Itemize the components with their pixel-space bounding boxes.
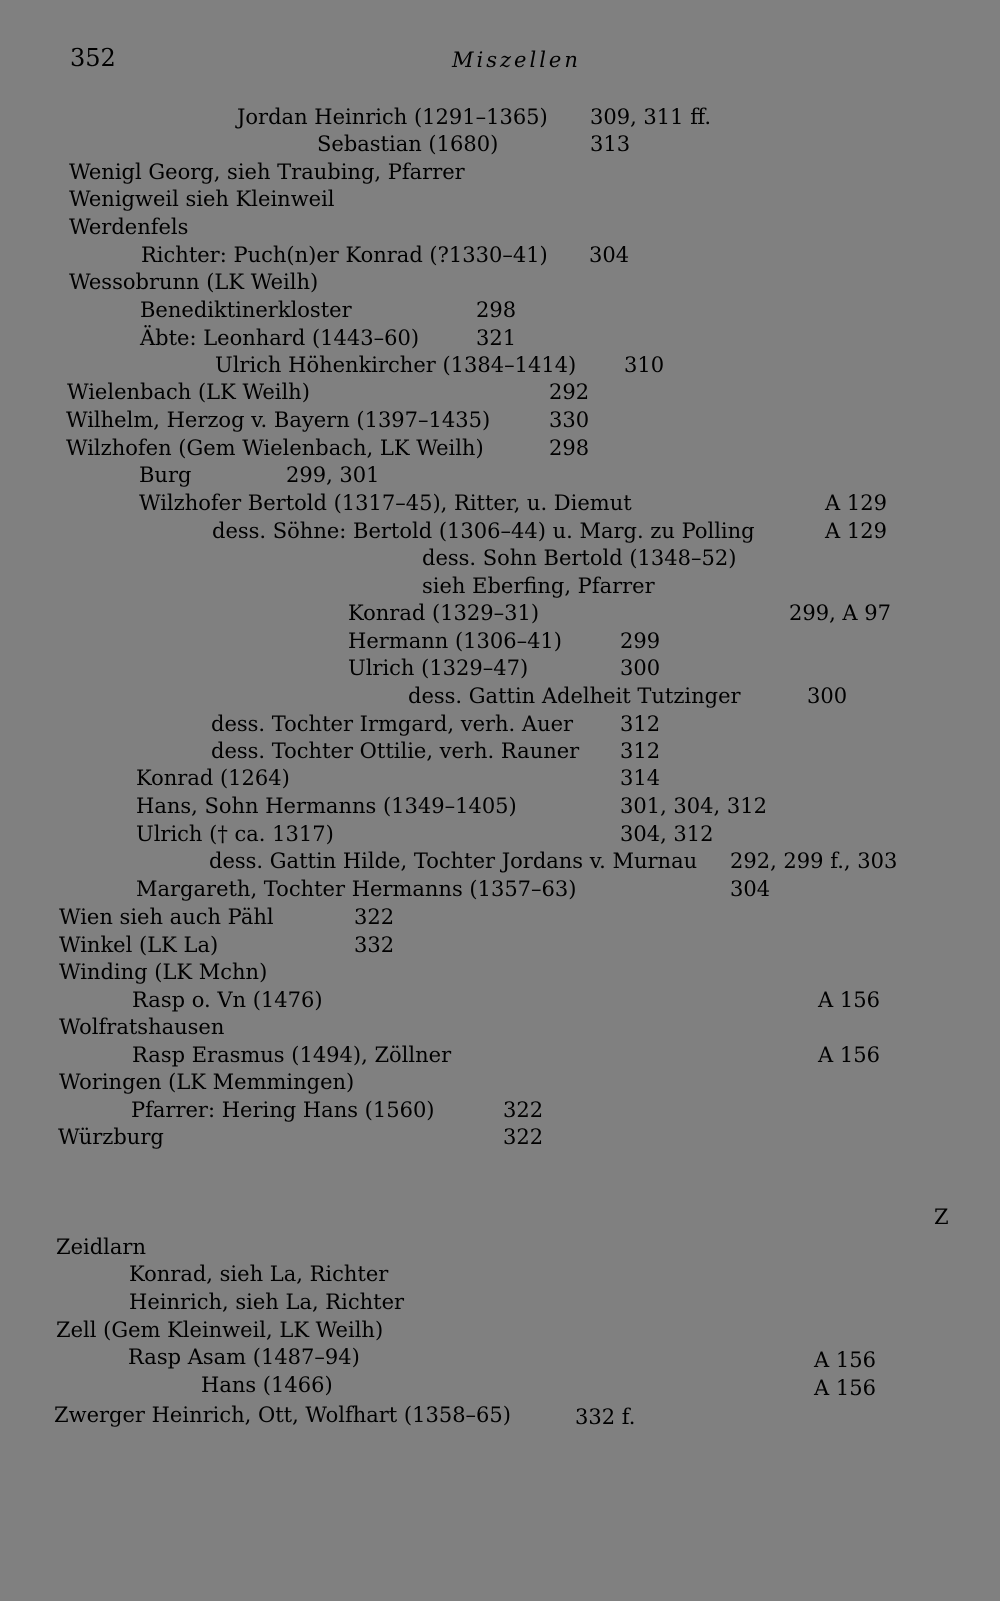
index-entry-text: Margareth, Tochter Hermanns (1357–63): [136, 877, 577, 901]
index-entry-page: A 156: [814, 1376, 876, 1400]
index-entry-page: 332 f.: [575, 1405, 636, 1429]
index-entry-text: Woringen (LK Memmingen): [59, 1070, 355, 1094]
index-entry-page: 304, 312: [620, 822, 714, 846]
index-entry-page: 300: [807, 684, 848, 708]
index-entry-text: Äbte: Leonhard (1443–60): [140, 326, 420, 350]
index-entry-text: dess. Söhne: Bertold (1306–44) u. Marg. zu Polling: [212, 519, 755, 543]
index-entry-page: 301, 304, 312: [620, 794, 767, 818]
running-head: Miszellen: [452, 48, 581, 72]
index-entry-page: 298: [549, 436, 590, 460]
index-entry-text: Hans, Sohn Hermanns (1349–1405): [136, 794, 517, 818]
index-entry-page: 299: [620, 629, 661, 653]
index-entry-text: Wenigweil sieh Kleinweil: [69, 187, 335, 211]
index-entry-text: Wolfratshausen: [59, 1015, 225, 1039]
index-entry-page: A 129: [825, 519, 887, 543]
index-entry-page: 298: [476, 298, 517, 322]
index-entry-text: Wielenbach (LK Weilh): [67, 380, 310, 404]
index-entry-page: 299, 301: [286, 463, 380, 487]
index-entry-text: Wilzhofen (Gem Wielenbach, LK Weilh): [66, 436, 484, 460]
index-entry-text: Ulrich Höhenkircher (1384–1414): [215, 353, 577, 377]
index-entry-text: Ulrich († ca. 1317): [136, 822, 334, 846]
index-entry-text: dess. Sohn Bertold (1348–52): [422, 546, 737, 570]
index-entry-page: 292, 299 f., 303: [730, 849, 898, 873]
index-entry-text: Richter: Puch(n)er Konrad (?1330–41): [141, 243, 548, 267]
index-entry-text: Sebastian (1680): [317, 132, 499, 156]
index-entry-page: A 156: [814, 1348, 876, 1372]
index-entry-text: Winding (LK Mchn): [59, 960, 268, 984]
index-entry-page: 299, A 97: [789, 601, 891, 625]
index-entry-page: A 156: [818, 1043, 880, 1067]
index-entry-text: Hermann (1306–41): [348, 629, 562, 653]
index-entry-text: Wilhelm, Herzog v. Bayern (1397–1435): [66, 408, 491, 432]
index-entry-text: dess. Tochter Irmgard, verh. Auer: [211, 712, 574, 736]
index-entry-page: 312: [620, 739, 661, 763]
index-entry-text: Wessobrunn (LK Weilh): [69, 270, 319, 294]
index-entry-text: Benediktinerkloster: [140, 298, 352, 322]
index-entry-page: 292: [549, 380, 590, 404]
index-entry-page: 321: [476, 326, 517, 350]
index-entry-text: Rasp Erasmus (1494), Zöllner: [132, 1043, 452, 1067]
section-letter: Z: [934, 1205, 949, 1229]
index-entry-page: 322: [503, 1125, 544, 1149]
index-entry-text: Wilzhofer Bertold (1317–45), Ritter, u. Diemut: [139, 491, 632, 515]
index-entry-text: Zwerger Heinrich, Ott, Wolfhart (1358–65): [54, 1403, 511, 1427]
index-entry-text: Burg: [139, 463, 192, 487]
index-entry-text: Konrad (1329–31): [348, 601, 540, 625]
index-entry-text: Pfarrer: Hering Hans (1560): [131, 1098, 435, 1122]
index-entry-page: 322: [354, 905, 395, 929]
index-entry-page: 309, 311 ff.: [590, 105, 712, 129]
index-entry-text: Wien sieh auch Pähl: [59, 905, 274, 929]
index-entry-text: sieh Eberfing, Pfarrer: [422, 574, 655, 598]
index-entry-page: A 129: [825, 491, 887, 515]
index-entry-text: Wenigl Georg, sieh Traubing, Pfarrer: [69, 160, 465, 184]
index-entry-text: Würzburg: [58, 1125, 164, 1149]
index-entry-text: dess. Gattin Hilde, Tochter Jordans v. Murnau: [209, 849, 698, 873]
index-entry-text: Zeidlarn: [56, 1235, 146, 1259]
index-entry-page: 322: [503, 1098, 544, 1122]
index-entry-text: Jordan Heinrich (1291–1365): [237, 105, 548, 129]
index-entry-page: 313: [590, 132, 631, 156]
index-entry-text: Ulrich (1329–47): [348, 656, 529, 680]
index-entry-text: Hans (1466): [201, 1373, 333, 1397]
index-entry-text: Rasp o. Vn (1476): [132, 988, 323, 1012]
index-entry-text: Heinrich, sieh La, Richter: [129, 1290, 405, 1314]
page-number: 352: [70, 44, 116, 72]
index-entry-text: Zell (Gem Kleinweil, LK Weilh): [56, 1318, 384, 1342]
index-entry-page: 312: [620, 712, 661, 736]
index-entry-page: 332: [354, 933, 395, 957]
index-entry-text: dess. Tochter Ottilie, verh. Rauner: [211, 739, 580, 763]
index-entry-page: 304: [730, 877, 771, 901]
index-entry-text: Konrad, sieh La, Richter: [129, 1262, 389, 1286]
index-entry-page: A 156: [818, 988, 880, 1012]
index-entry-page: 300: [620, 656, 661, 680]
index-entry-text: Werdenfels: [69, 215, 189, 239]
index-entry-text: Rasp Asam (1487–94): [128, 1345, 360, 1369]
index-entry-text: dess. Gattin Adelheit Tutzinger: [408, 684, 741, 708]
index-entry-page: 330: [549, 408, 590, 432]
index-entry-page: 304: [589, 243, 630, 267]
index-entry-text: Winkel (LK La): [59, 933, 219, 957]
index-entry-page: 314: [620, 766, 661, 790]
index-entry-page: 310: [624, 353, 665, 377]
index-entry-text: Konrad (1264): [136, 766, 290, 790]
